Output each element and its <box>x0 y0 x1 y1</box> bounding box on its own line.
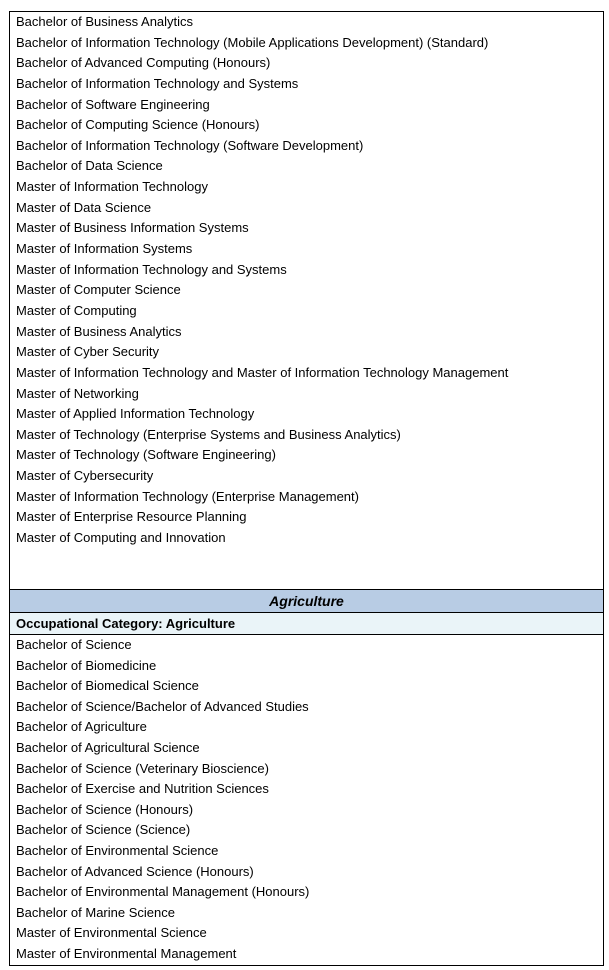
course-list-item: Bachelor of Science (Veterinary Bioscience) <box>16 760 269 776</box>
course-list-item: Master of Information Technology and Systems <box>16 261 287 277</box>
course-list-item: Master of Computer Science <box>16 282 181 298</box>
course-list-item: Bachelor of Science (Science) <box>16 822 191 838</box>
course-list-item: Master of Data Science <box>16 199 152 215</box>
course-list-item: Bachelor of Software Engineering <box>16 96 210 112</box>
course-list-item: Bachelor of Science <box>16 637 132 652</box>
course-list-item: Master of Information Technology (Enterprise Management) <box>16 488 359 504</box>
course-list-item: Master of Cyber Security <box>16 344 160 360</box>
course-table <box>9 11 604 966</box>
course-list-item: Master of Information Technology <box>16 179 208 195</box>
it-course-list <box>10 12 603 549</box>
agriculture-course-list <box>10 635 603 965</box>
course-list-item: Master of Applied Information Technology <box>16 406 255 422</box>
course-list-item: Master of Technology (Software Engineering) <box>16 447 276 463</box>
agriculture-course-section <box>10 635 603 965</box>
course-list-item: Master of Networking <box>16 385 139 401</box>
course-list-item: Master of Computing <box>16 302 137 318</box>
course-list-item: Bachelor of Biomedicine <box>16 657 157 673</box>
occupational-category-label: Occupational Category: Agriculture <box>10 613 603 635</box>
course-list-item: Bachelor of Data Science <box>16 158 163 174</box>
course-list-item: Bachelor of Marine Science <box>16 904 175 920</box>
course-list-item: Master of Environmental Science <box>16 925 207 941</box>
course-list-item: Bachelor of Business Analytics <box>16 14 194 29</box>
course-list-item: Bachelor of Information Technology (Software Development) <box>16 137 364 153</box>
course-list-item: Bachelor of Agricultural Science <box>16 739 200 755</box>
section-header-agriculture: Agriculture <box>10 590 603 613</box>
course-list-item: Bachelor of Information Technology and Systems <box>16 75 299 91</box>
course-list-item: Bachelor of Science/Bachelor of Advanced Studies <box>16 698 309 714</box>
course-list-item: Bachelor of Environmental Management (Honours) <box>16 884 310 900</box>
it-course-section <box>10 12 603 590</box>
course-list-item: Bachelor of Science (Honours) <box>16 801 194 817</box>
course-list-item: Master of Technology (Enterprise Systems and Business Analytics) <box>16 426 401 442</box>
course-list-item: Bachelor of Information Technology (Mobile Applications Development) (Standard) <box>16 34 489 50</box>
course-list-item: Bachelor of Biomedical Science <box>16 678 199 694</box>
course-list-item: Master of Information Technology and Master of Information Technology Management <box>16 364 509 380</box>
course-list-item: Bachelor of Advanced Science (Honours) <box>16 863 254 879</box>
course-list-item: Bachelor of Computing Science (Honours) <box>16 117 260 133</box>
course-list-item: Bachelor of Environmental Science <box>16 842 219 858</box>
course-list-item: Bachelor of Exercise and Nutrition Sciences <box>16 781 269 797</box>
course-list-item: Master of Cybersecurity <box>16 468 154 484</box>
course-list-item: Master of Enterprise Resource Planning <box>16 509 247 525</box>
course-list-item: Master of Business Analytics <box>16 323 182 339</box>
course-list-item: Master of Business Information Systems <box>16 220 249 236</box>
course-list-item: Master of Environmental Management <box>16 945 237 961</box>
course-list-item: Bachelor of Agriculture <box>16 719 147 735</box>
course-list-item: Bachelor of Advanced Computing (Honours) <box>16 55 271 71</box>
course-list-item: Master of Information Systems <box>16 241 193 257</box>
course-list-item: Master of Computing and Innovation <box>16 530 226 546</box>
